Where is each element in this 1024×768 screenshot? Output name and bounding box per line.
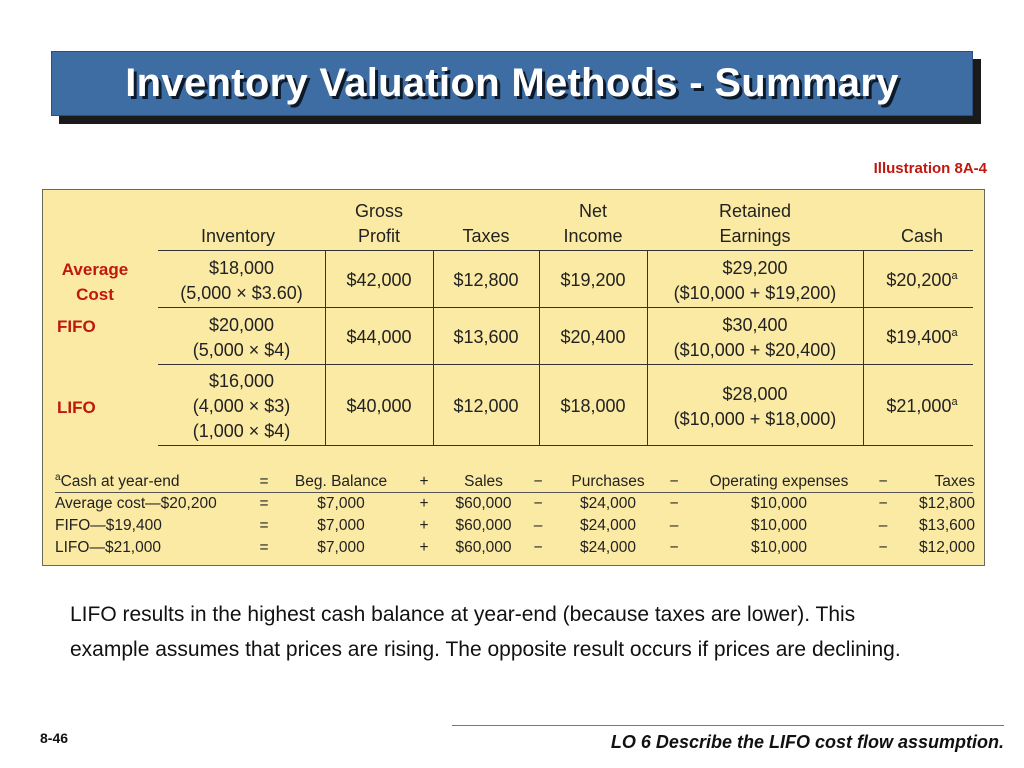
footnote-op3: −	[669, 495, 679, 512]
footnote-sales: $60,000	[455, 517, 512, 534]
method-fifo: FIFO	[57, 317, 96, 336]
footnote-op2: −	[533, 473, 543, 490]
footnote-op4: –	[878, 517, 888, 534]
header-gross-line2: Profit	[357, 226, 400, 246]
footnote-taxes: $13,600	[918, 517, 975, 534]
header-inventory: Inventory	[200, 226, 276, 246]
avg-cash-footnote-mark: a	[951, 270, 958, 282]
avg-retained-calc: ($10,000 + $19,200)	[673, 283, 837, 303]
header-gross-line1: Gross	[354, 201, 403, 221]
learning-objective-rule	[452, 725, 1004, 726]
footnote-op1: +	[419, 517, 429, 534]
lifo-retained-calc: ($10,000 + $18,000)	[673, 409, 837, 429]
footnote-row-fifo: FIFO—$19,400	[55, 517, 162, 534]
footnote-op1: +	[419, 539, 429, 556]
footnote-label-text: Cash at year-end	[60, 473, 180, 490]
header-net-line1: Net	[578, 201, 607, 221]
footnote-beg-balance: $7,000	[317, 539, 365, 556]
footnote-beg-balance: $7,000	[317, 517, 365, 534]
avg-cash	[863, 268, 981, 296]
avg-inventory-calc: (5,000 × $3.60)	[180, 283, 303, 303]
footnote-operating-expenses: $10,000	[750, 539, 808, 556]
fifo-cash	[863, 325, 981, 353]
header-retained-line2: Earnings	[719, 226, 791, 246]
footnote-beg-balance: $7,000	[317, 495, 365, 512]
footnote-op2: –	[533, 517, 543, 534]
header-cash: Cash	[900, 226, 944, 246]
slide-title: Inventory Valuation Methods - Summary	[125, 61, 899, 105]
lifo-cash-value: $21,000	[886, 396, 952, 416]
fifo-cash-footnote-mark: a	[951, 327, 958, 339]
lifo-inventory-value: $16,000	[208, 371, 275, 391]
footnote-purchases: Purchases	[571, 473, 645, 490]
lifo-gross-profit: $40,000	[346, 396, 412, 416]
lifo-net-income: $18,000	[560, 396, 626, 416]
footnote-op4: −	[878, 495, 888, 512]
footnote-row-lifo: LIFO—$21,000	[55, 539, 161, 556]
footnote-eq: =	[259, 495, 269, 512]
footnote-taxes: $12,800	[918, 495, 975, 512]
footnote-operating-expenses: Operating expenses	[709, 473, 849, 490]
method-average-line2: Cost	[76, 285, 114, 304]
footnote-sales: $60,000	[455, 539, 512, 556]
fifo-cash-value: $19,400	[886, 327, 952, 347]
footnote-operating-expenses: $10,000	[750, 517, 808, 534]
footnote-op1: +	[419, 495, 429, 512]
avg-gross-profit: $42,000	[346, 270, 412, 290]
footnote-op2: −	[533, 495, 543, 512]
fifo-retained-calc: ($10,000 + $20,400)	[673, 340, 837, 360]
title-banner	[51, 51, 973, 116]
lifo-taxes: $12,000	[453, 396, 519, 416]
footnote-eq: =	[259, 539, 269, 556]
footnote-sales: Sales	[464, 473, 503, 490]
table-bottom-rule	[158, 445, 973, 446]
footnote-eq: =	[259, 517, 269, 534]
footnote-sales: $60,000	[455, 495, 512, 512]
avg-inventory-value: $18,000	[208, 258, 275, 278]
lifo-cash	[863, 394, 981, 422]
fifo-taxes: $13,600	[453, 327, 519, 347]
lifo-inventory-calc-1: (4,000 × $3)	[192, 396, 291, 416]
avg-cash-value: $20,200	[886, 270, 952, 290]
avg-taxes: $12,800	[453, 270, 519, 290]
method-average-line1: Average	[61, 260, 129, 279]
footnote-eq: =	[259, 473, 269, 490]
method-lifo: LIFO	[57, 398, 96, 417]
footnote-op4: −	[878, 539, 888, 556]
fifo-retained-value: $30,400	[722, 315, 788, 335]
header-net-line2: Income	[563, 226, 623, 246]
footnote-op1: +	[419, 473, 429, 490]
footnote-op3: −	[669, 473, 679, 490]
row-divider-1	[158, 307, 973, 308]
header-retained-line1: Retained	[718, 201, 792, 221]
lifo-cash-footnote-mark: a	[951, 396, 958, 408]
lifo-inventory-calc-2: (1,000 × $4)	[192, 421, 291, 441]
summary-table-panel	[42, 189, 985, 566]
footnote-mark: a	[55, 472, 61, 483]
footnote-purchases: $24,000	[579, 495, 637, 512]
fifo-net-income: $20,400	[560, 327, 626, 347]
avg-net-income: $19,200	[560, 270, 626, 290]
explanation-text: LIFO results in the highest cash balance at year-end (because taxes are lower). This example assumes that prices are rising. The opposite result occurs if prices are declining.	[70, 603, 901, 661]
header-rule	[158, 250, 973, 251]
avg-retained-value: $29,200	[722, 258, 788, 278]
illustration-label: Illustration 8A-4	[873, 160, 987, 177]
footnote-op2: −	[533, 539, 543, 556]
fifo-gross-profit: $44,000	[346, 327, 412, 347]
footnote-taxes: $12,000	[918, 539, 975, 556]
lifo-retained-value: $28,000	[722, 384, 788, 404]
page-number: 8-46	[40, 730, 69, 746]
learning-objective: LO 6 Describe the LIFO cost flow assumption.	[610, 732, 1004, 752]
footnote-op3: −	[669, 539, 679, 556]
fifo-inventory-calc: (5,000 × $4)	[192, 340, 291, 360]
footnote-op4: −	[878, 473, 888, 490]
footnote-beg-balance: Beg. Balance	[294, 473, 388, 490]
footnote-operating-expenses: $10,000	[750, 495, 808, 512]
footnote-purchases: $24,000	[579, 517, 637, 534]
row-divider-2	[158, 364, 973, 365]
footnote-op3: –	[669, 517, 679, 534]
footnote-taxes: Taxes	[934, 473, 975, 490]
fifo-inventory-value: $20,000	[208, 315, 275, 335]
footnote-purchases: $24,000	[579, 539, 637, 556]
footnote-row-average: Average cost—$20,200	[55, 495, 217, 512]
header-taxes: Taxes	[462, 226, 510, 246]
